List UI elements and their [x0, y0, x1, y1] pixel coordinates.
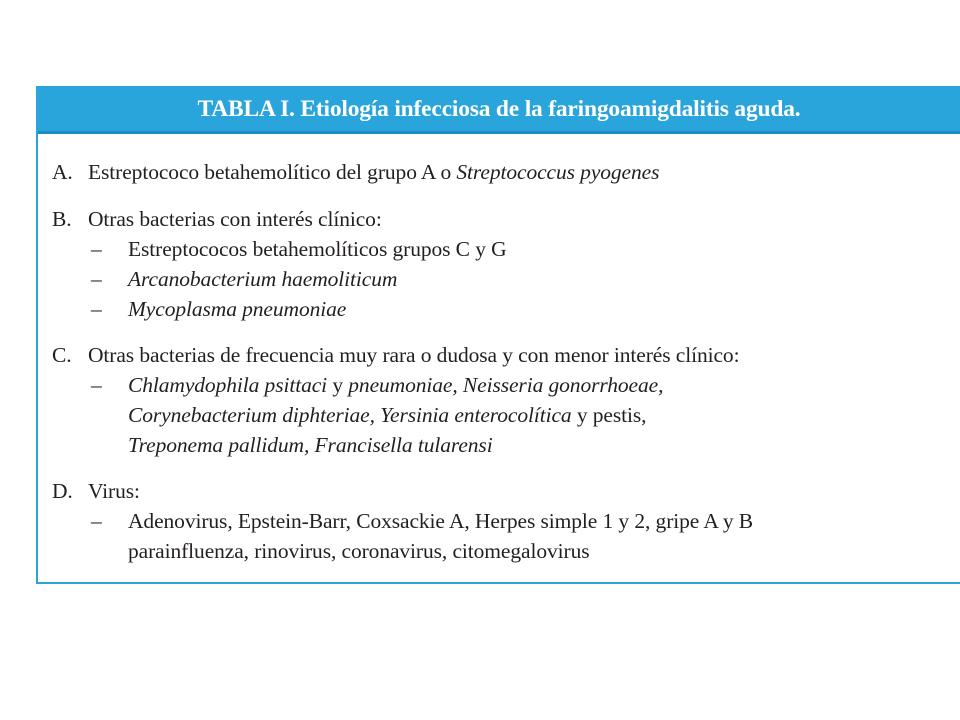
list-item: [52, 234, 507, 264]
connector-text: y pestis,: [571, 403, 647, 427]
species-name: Chlamydophila psittaci: [128, 373, 328, 397]
dash-bullet: –: [91, 297, 102, 321]
list-item-text: Mycoplasma pneumoniae: [128, 297, 347, 321]
virus-list-line: parainfluenza, rinovirus, coronavirus, citomegalovirus: [128, 539, 590, 563]
section-label: Otras bacterias con interés clínico:: [88, 207, 382, 231]
dash-bullet: –: [91, 237, 102, 261]
species-name: pneumoniae, Neisseria gonorrhoeae,: [348, 373, 664, 397]
list-item-text: [128, 370, 663, 460]
species-name: Treponema pallidum, Francisella tularensi: [128, 433, 493, 457]
section-c: [52, 340, 739, 460]
section-letter: B.: [52, 207, 72, 231]
section-letter: D.: [52, 479, 73, 503]
section-label: [88, 157, 659, 187]
dash-bullet: –: [91, 267, 102, 291]
section-b: [52, 204, 507, 324]
table-header: [38, 88, 960, 134]
section-label-text: Estreptococo betahemolítico del grupo A o: [88, 160, 457, 184]
dash-bullet: –: [91, 373, 102, 397]
list-item-text: Arcanobacterium haemoliticum: [128, 267, 398, 291]
connector-text: y: [327, 373, 349, 397]
species-name: Corynebacterium diphteriae, Yersinia enterocolítica: [128, 403, 572, 427]
etiology-table: [36, 86, 960, 584]
virus-list-line: Adenovirus, Epstein-Barr, Coxsackie A, Herpes simple 1 y 2, gripe A y B: [128, 509, 753, 533]
list-item: [52, 506, 753, 566]
list-item: [52, 370, 739, 460]
section-a: [52, 157, 659, 187]
list-item: [52, 294, 507, 324]
section-letter: C.: [52, 343, 72, 367]
section-letter: A.: [52, 160, 73, 184]
table-title: TABLA I. Etiología infecciosa de la faringoamigdalitis aguda.: [197, 96, 801, 122]
list-item: [52, 264, 507, 294]
list-item-text: Estreptococos betahemolíticos grupos C y G: [128, 237, 507, 261]
section-d: [52, 476, 753, 566]
section-label: Otras bacterias de frecuencia muy rara o dudosa y con menor interés clínico:: [88, 343, 740, 367]
section-label-italic: Streptococcus pyogenes: [456, 160, 660, 184]
section-label: Virus:: [88, 479, 140, 503]
dash-bullet: –: [91, 509, 102, 533]
list-item-text: [128, 506, 753, 566]
